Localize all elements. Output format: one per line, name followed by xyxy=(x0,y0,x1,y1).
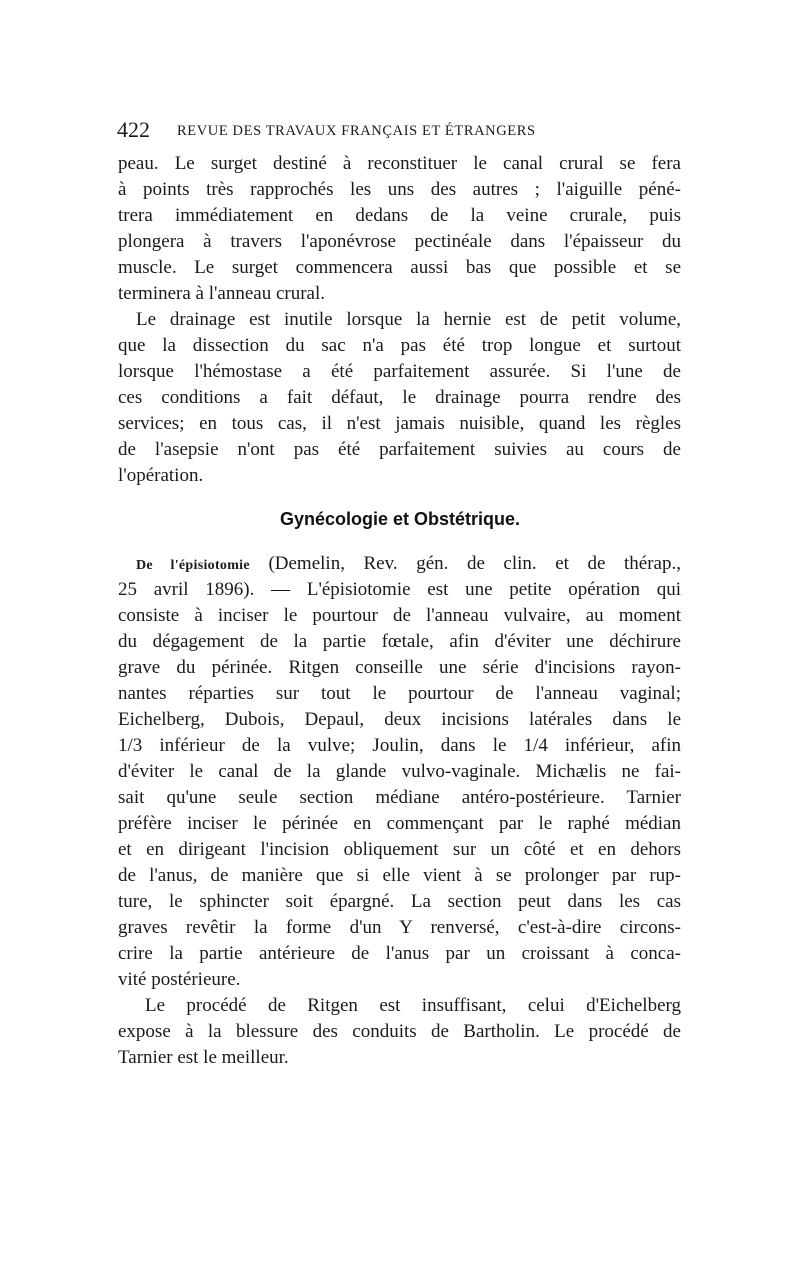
body-line: Le procédé de Ritgen est insuffisant, celui d'Eichelberg xyxy=(145,995,681,1016)
body-line: et en dirigeant l'incision obliquement sur un côté et en dehors xyxy=(118,839,681,860)
body-line: terminera à l'anneau crural. xyxy=(118,283,326,304)
body-line: ces conditions a fait défaut, le drainage pourra rendre des xyxy=(118,387,681,408)
body-line: l'opération. xyxy=(118,465,204,486)
body-line: 1/3 inférieur de la vulve; Joulin, dans le 1/4 inférieur, afin xyxy=(118,735,681,756)
body-line: de l'asepsie n'ont pas été parfaitement suivies au cours de xyxy=(118,439,681,460)
article-lead-rest: (Demelin, Rev. gén. de clin. et de thérap., xyxy=(249,553,681,574)
body-line: que la dissection du sac n'a pas été trop longue et surtout xyxy=(118,335,681,356)
body-line: services; en tous cas, il n'est jamais nuisible, quand les règles xyxy=(118,413,681,434)
body-line: grave du périnée. Ritgen conseille une série d'incisions rayon- xyxy=(118,657,681,678)
body-line: plongera à travers l'aponévrose pectinéale dans l'épaisseur du xyxy=(118,231,681,252)
body-line: consiste à inciser le pourtour de l'anneau vulvaire, au moment xyxy=(118,605,681,626)
body-line: Tarnier est le meilleur. xyxy=(118,1047,289,1068)
article-lead-term: De l'épisiotomie xyxy=(136,558,250,573)
body-line: de l'anus, de manière que si elle vient à se prolonger par rup- xyxy=(118,865,681,886)
running-head xyxy=(117,119,683,141)
body-line: d'éviter le canal de la glande vulvo-vaginale. Michælis ne fai- xyxy=(118,761,681,782)
body-line: lorsque l'hémostase a été parfaitement assurée. Si l'une de xyxy=(118,361,681,382)
article-lead-line xyxy=(136,553,681,577)
body-line: peau. Le surget destiné à reconstituer le canal crural se fera xyxy=(118,153,681,174)
body-line: préfère inciser le périnée en commençant par le raphé médian xyxy=(118,813,681,834)
body-line: sait qu'une seule section médiane antéro-postérieure. Tarnier xyxy=(118,787,681,808)
body-line: à points très rapprochés les uns des autres ; l'aiguille péné- xyxy=(118,179,681,200)
body-line: du dégagement de la partie fœtale, afin d'éviter une déchirure xyxy=(118,631,681,652)
body-line: Eichelberg, Dubois, Depaul, deux incisions latérales dans le xyxy=(118,709,681,730)
body-line: graves revêtir la forme d'un Y renversé, c'est-à-dire circons- xyxy=(118,917,681,938)
body-line: trera immédiatement en dedans de la veine crurale, puis xyxy=(118,205,681,226)
body-line: crire la partie antérieure de l'anus par un croissant à conca- xyxy=(118,943,681,964)
body-line: ture, le sphincter soit épargné. La section peut dans les cas xyxy=(118,891,681,912)
body-line: 25 avril 1896). — L'épisiotomie est une petite opération qui xyxy=(118,579,681,600)
body-line: nantes réparties sur tout le pourtour de l'anneau vaginal; xyxy=(118,683,681,704)
body-line: muscle. Le surget commencera aussi bas que possible et se xyxy=(118,257,681,278)
body-line: vité postérieure. xyxy=(118,969,241,990)
page-number: 422 xyxy=(117,117,150,142)
section-heading: Gynécologie et Obstétrique. xyxy=(279,509,521,529)
body-line: expose à la blessure des conduits de Bartholin. Le procédé de xyxy=(118,1021,681,1042)
body-line: Le drainage est inutile lorsque la hernie est de petit volume, xyxy=(136,309,681,330)
running-title: REVUE DES TRAVAUX FRANÇAIS ET ÉTRANGERS xyxy=(177,123,536,139)
